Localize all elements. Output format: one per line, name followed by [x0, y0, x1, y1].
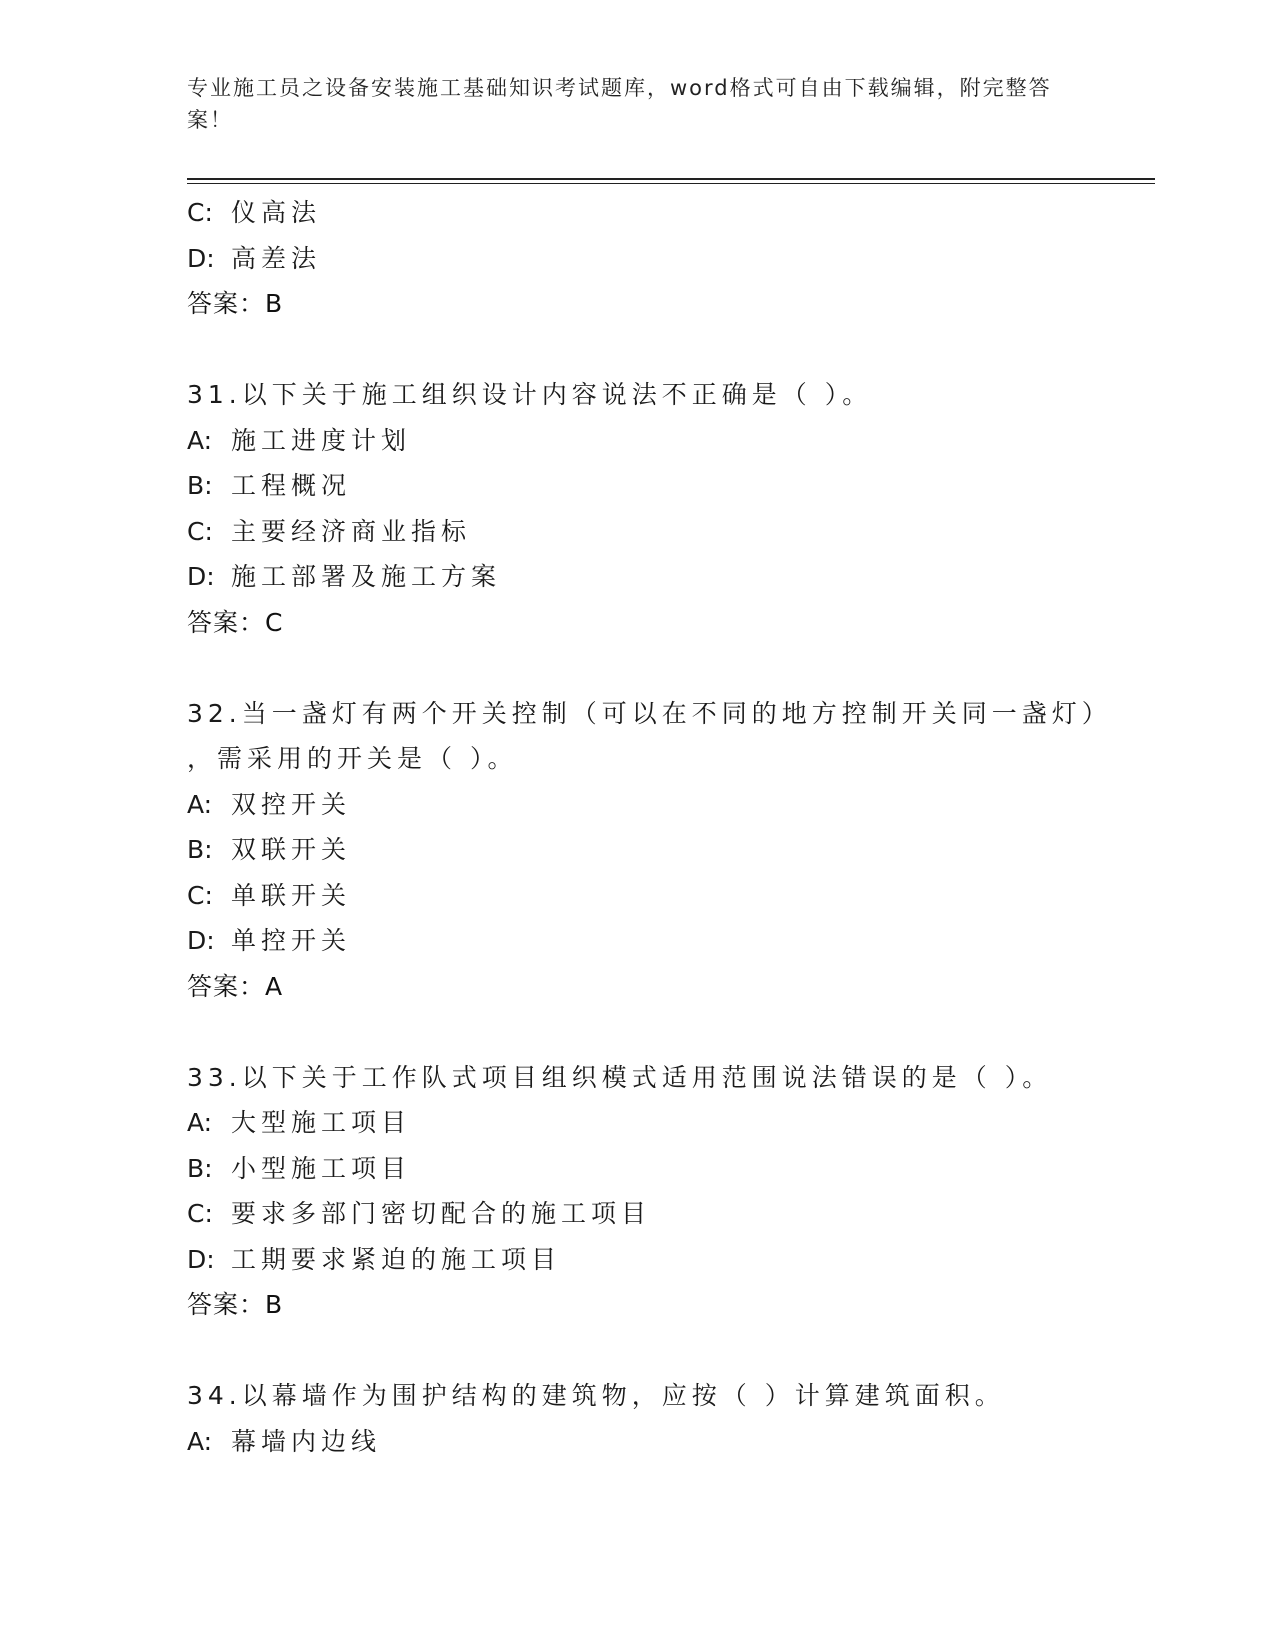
- option-line: [187, 1237, 1087, 1283]
- option-key: D:: [187, 1244, 215, 1274]
- option-line: [187, 873, 1087, 919]
- option-key: C:: [187, 198, 213, 227]
- header-rule-thin: [187, 183, 1155, 184]
- option-key: B:: [187, 471, 213, 500]
- option-key: A:: [187, 425, 213, 455]
- option-key: A:: [187, 1108, 213, 1137]
- question-stem: 32.当一盏灯有两个开关控制（可以在不同的地方控制开关同一盏灯）: [187, 698, 1112, 728]
- option-text: 施工部署及施工方案: [231, 562, 502, 591]
- option-line: [187, 1100, 1087, 1146]
- option-line: [187, 418, 1087, 464]
- option-text: 小型施工项目: [231, 1153, 412, 1183]
- option-key: D:: [187, 562, 215, 591]
- option-text: 幕墙内边线: [231, 1426, 382, 1456]
- option-line: [187, 1146, 1087, 1192]
- option-text: 工程概况: [231, 471, 352, 500]
- option-text: 单联开关: [231, 880, 352, 910]
- option-line: [187, 190, 1087, 236]
- option-line: [187, 1191, 1087, 1237]
- option-text: 要求多部门密切配合的施工项目: [231, 1199, 652, 1228]
- option-line: [187, 1419, 1087, 1465]
- option-text: 工期要求紧迫的施工项目: [231, 1244, 562, 1274]
- question-stem: 33.以下关于工作队式项目组织模式适用范围说法错误的是（ ）。: [187, 1062, 1053, 1092]
- option-key: A:: [187, 789, 213, 819]
- answer-line: 答案：B: [187, 1290, 284, 1319]
- option-key: D:: [187, 926, 215, 955]
- question-stem-continued: ，需采用的开关是（ ）。: [187, 744, 518, 773]
- question-list: [187, 190, 1112, 1464]
- answer-line: 答案：A: [187, 971, 284, 1001]
- question-stem: 31.以下关于施工组织设计内容说法不正确是（ ）。: [187, 380, 873, 409]
- option-line: [187, 918, 1087, 964]
- option-key: D:: [187, 243, 215, 273]
- option-text: 大型施工项目: [231, 1108, 412, 1137]
- option-key: C:: [187, 1199, 213, 1228]
- header-rule-thick: [187, 178, 1155, 180]
- answer-line: 答案：B: [187, 289, 284, 318]
- option-key: A:: [187, 1426, 213, 1456]
- option-text: 双联开关: [231, 835, 352, 864]
- option-text: 双控开关: [231, 789, 352, 819]
- option-text: 高差法: [231, 243, 322, 273]
- page-header: 专业施工员之设备安装施工基础知识考试题库，word格式可自由下载编辑，附完整答案！: [187, 76, 1052, 132]
- option-key: B:: [187, 835, 213, 864]
- option-text: 施工进度计划: [231, 425, 412, 455]
- option-line: [187, 509, 1087, 555]
- option-key: C:: [187, 516, 213, 546]
- answer-line: 答案：C: [187, 607, 284, 637]
- option-line: [187, 782, 1087, 828]
- option-key: C:: [187, 880, 213, 910]
- option-line: [187, 236, 1087, 282]
- option-line: [187, 463, 1087, 509]
- option-key: B:: [187, 1153, 213, 1183]
- option-text: 主要经济商业指标: [231, 516, 472, 546]
- option-line: [187, 554, 1087, 600]
- option-text: 仪高法: [231, 198, 322, 227]
- question-stem: 34.以幕墙作为围护结构的建筑物，应按（ ）计算建筑面积。: [187, 1381, 1005, 1410]
- option-text: 单控开关: [231, 926, 352, 955]
- option-line: [187, 827, 1087, 873]
